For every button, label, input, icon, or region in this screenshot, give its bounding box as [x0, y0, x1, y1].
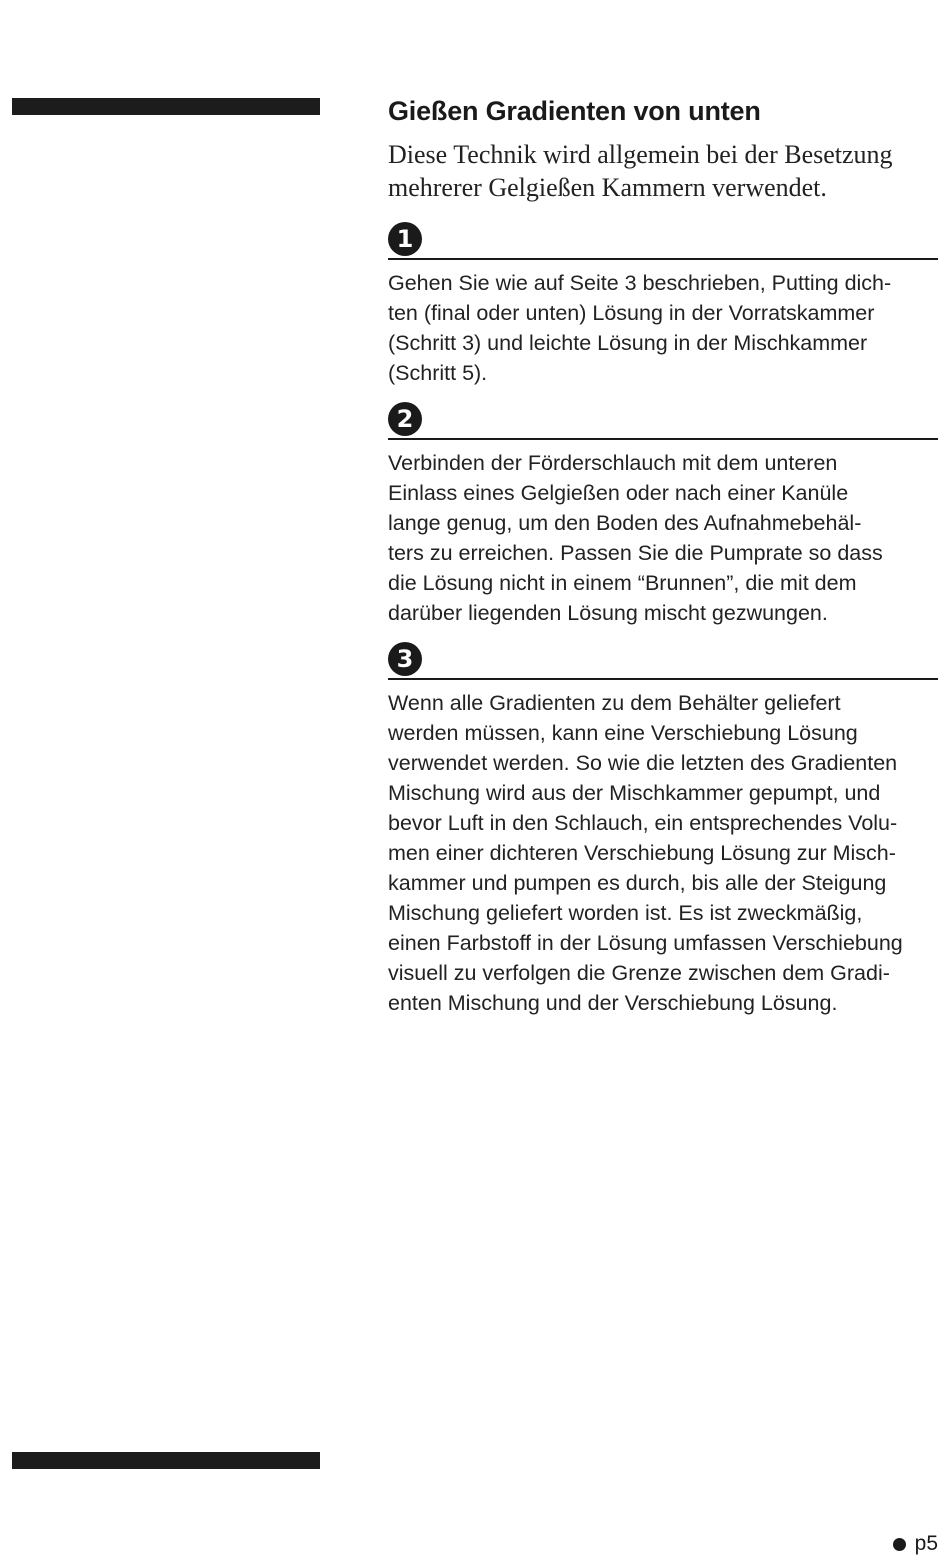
step-line: die Lösung nicht in einem “Brunnen”, die mit dem	[388, 571, 857, 595]
step-line: Mischung wird aus der Mischkammer gepumpt, und	[388, 781, 881, 805]
main-content	[388, 94, 938, 1018]
step-header	[388, 396, 938, 440]
step-line: darüber liegenden Lösung mischt gezwungen.	[388, 601, 828, 625]
step-number-badge: 2	[388, 402, 422, 436]
step-line: Mischung geliefert worden ist. Es ist zweckmäßig,	[388, 901, 863, 925]
step-line: verwendet werden. So wie die letzten des Gradienten	[388, 751, 898, 775]
step-line: Verbinden der Förderschlauch mit dem unteren	[388, 451, 838, 475]
step-text	[388, 260, 938, 388]
step-line: bevor Luft in den Schlauch, ein entsprechendes Volu-	[388, 811, 898, 835]
bottom-decorative-bar	[12, 1452, 320, 1469]
step-line: (Schritt 3) und leichte Lösung in der Mischkammer	[388, 331, 868, 355]
page-number: p5	[914, 1532, 938, 1555]
page-footer	[893, 1531, 938, 1557]
intro-line: Diese Technik wird allgemein bei der Besetzung	[388, 140, 893, 169]
step-text	[388, 680, 938, 1018]
step-3	[388, 636, 938, 1018]
intro-line: mehrerer Gelgießen Kammern verwendet.	[388, 173, 827, 202]
step-line: kammer und pumpen es durch, bis alle der Steigung	[388, 871, 887, 895]
step-number-badge: 3	[388, 642, 422, 676]
step-2	[388, 396, 938, 628]
step-header	[388, 636, 938, 680]
step-1	[388, 216, 938, 388]
section-intro	[388, 138, 938, 204]
step-line: ten (final oder unten) Lösung in der Vorratskammer	[388, 301, 875, 325]
step-line: (Schritt 5).	[388, 361, 488, 385]
step-line: enten Mischung und der Verschiebung Lösung.	[388, 991, 838, 1015]
top-decorative-bar	[12, 98, 320, 115]
step-header	[388, 216, 938, 260]
step-line: visuell zu verfolgen die Grenze zwischen dem Gradi-	[388, 961, 890, 985]
step-text	[388, 440, 938, 628]
step-line: einen Farbstoff in der Lösung umfassen Verschiebung	[388, 931, 903, 955]
step-line: Gehen Sie wie auf Seite 3 beschrieben, Putting dich-	[388, 271, 892, 295]
step-number-badge: 1	[388, 222, 422, 256]
step-line: Wenn alle Gradienten zu dem Behälter geliefert	[388, 691, 841, 715]
step-line: lange genug, um den Boden des Aufnahmebehäl-	[388, 511, 862, 535]
step-line: men einer dichteren Verschiebung Lösung zur Misch-	[388, 841, 896, 865]
step-line: werden müssen, kann eine Verschiebung Lösung	[388, 721, 858, 745]
bullet-dot-icon	[893, 1538, 906, 1551]
step-line: Einlass eines Gelgießen oder nach einer Kanüle	[388, 481, 849, 505]
section-title: Gießen Gradienten von unten	[388, 96, 761, 126]
step-line: ters zu erreichen. Passen Sie die Pumprate so dass	[388, 541, 883, 565]
